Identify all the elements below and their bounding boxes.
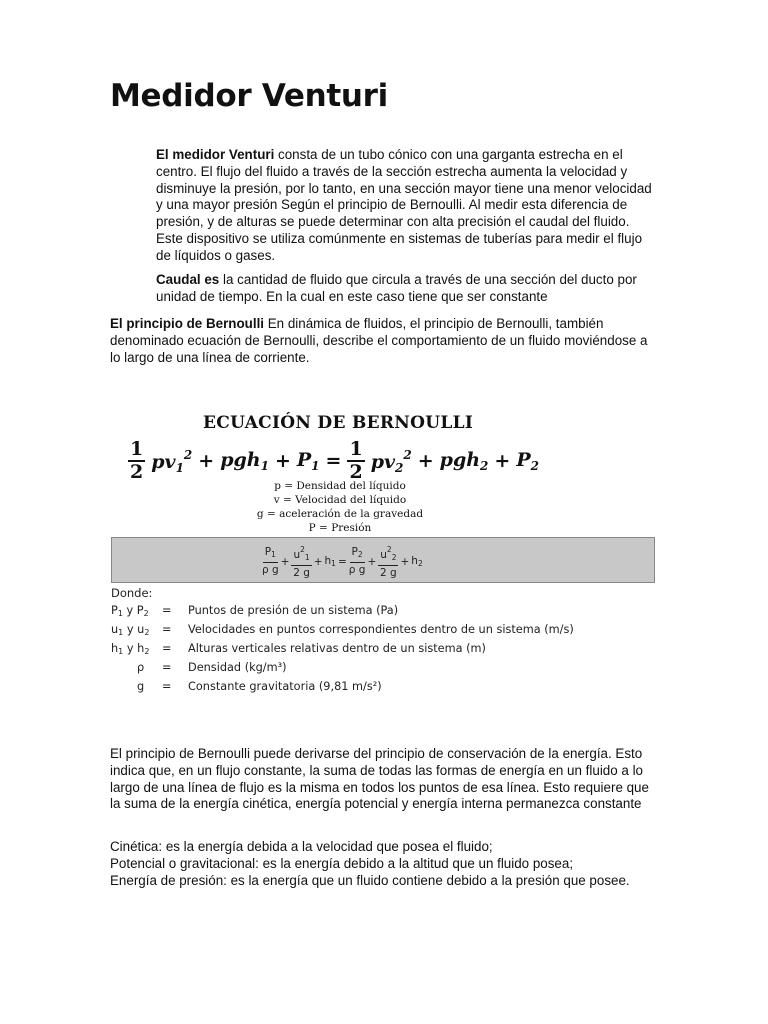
equals-sign: = [325,450,342,472]
intro-paragraph [156,147,656,265]
term-pgh2: pgh$_2$ [439,449,489,473]
term-p1: $P_1$ [296,449,320,473]
plus-sign: + [274,450,291,472]
variable-row: P1 y P2 = Puntos de presión de un sistema (Pa) [111,604,399,618]
legend-item: p = Densidad del líquido [274,480,406,492]
energy-paragraph: El principio de Bernoulli puede derivarse del principio de conservación de la energía. Esto indica que, en un flujo constante, la suma de todas las formas de energía en un fluido a lo largo de una línea de flujo es la misma en todos los puntos de esa línea. Esto requiere que la suma de la energía cinética, energía potencial y energía interna permanezca constante [110,746,649,812]
box-equation: P1 ρ g + $\frac{u^21}{2 g}$ + h1 = $\frac{P2}{\text{ρ g}}$ + $\frac{u^22}{2 g}$ + h2 [262,542,423,581]
energy-type-item: Cinética: es la energía debida a la velocidad que posea el fluido; [110,839,493,854]
term-pv2: $pv_2^2$ [370,447,412,475]
donde-label: Donde: [111,586,153,600]
variable-row: ρ = Densidad (kg/m³) [137,661,287,674]
energy-types-list [110,839,650,889]
bernoulli-text: En dinámica de fluidos, el principio de Bernoulli, también denominado ecuación de Bernoulli, describe el comportamiento de un fluido moviéndose a lo largo de una línea de corriente. [110,316,648,365]
bernoulli-bold: El principio de Bernoulli [110,316,265,331]
term-p2: $P_2$ [516,449,539,473]
fraction-half: $\frac{1}{2}$ [349,438,363,483]
term-pv1: $pv_1^2$ [151,447,193,475]
legend-item: v = Velocidad del líquido [273,494,407,506]
legend-item: P = Presión [308,522,372,534]
bernoulli-paragraph [110,316,650,366]
plus-sign: + [494,450,511,472]
term-pgh1: pgh$_1$ [220,449,269,473]
caudal-text: la cantidad de fluido que circula a través de una sección del ducto por unidad de tiempo. En la cual en este caso tiene que ser constante [156,272,637,304]
equation-box [111,537,655,583]
variable-list [111,604,656,699]
equation-legend [240,479,440,535]
fraction-half: $\frac{1}{2}$ [130,438,144,483]
caudal-bold: Caudal es [156,272,220,287]
page-title: Medidor Venturi [110,78,388,114]
intro-text: consta de un tubo cónico con una garganta estrecha en el centro. El flujo del fluido a través de la sección estrecha aumenta la velocidad y disminuye la presión, por lo tanto, en una sección mayor tiene una menor velocidad y una mayor presión Según el principio de Bernoulli. Al medir esta diferencia de presión, y de alturas se puede determinar con alta precisión el caudal del fluido. Este dispositivo se utiliza comúnmente en sistemas de tuberías para medir el flujo de líquidos o gases. [156,147,652,263]
legend-item: g = aceleración de la gravedad [256,508,424,520]
intro-bold: El medidor Venturi [156,147,275,162]
energy-type-item: Energía de presión: es la energía que un fluido contiene debido a la presión que posee. [110,872,630,888]
variable-row: h1 y h2 = Alturas verticales relativas dentro de un sistema (m) [111,642,486,656]
energy-type-item: Potencial o gravitacional: es la energía debido a la altitud que un fluido posea; [110,855,574,871]
caudal-paragraph [156,272,656,306]
plus-sign: + [417,450,434,472]
variable-row: g = Constante gravitatoria (9,81 m/s²) [137,680,382,693]
equation-title: ECUACIÓN DE BERNOULLI [203,413,474,433]
variable-row: u1 y u2 = Velocidades en puntos correspondientes dentro de un sistema (m/s) [111,623,574,637]
plus-sign: + [198,450,215,472]
